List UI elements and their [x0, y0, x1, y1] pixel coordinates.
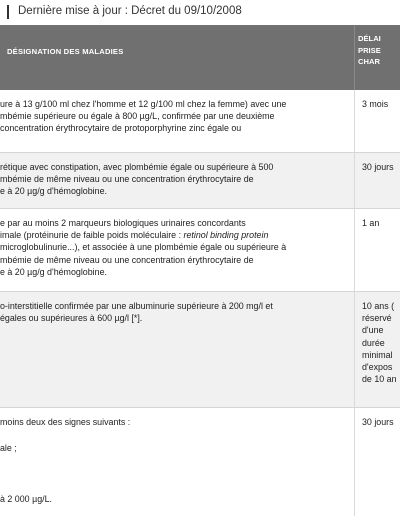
delay-line: 3 mois [362, 99, 389, 109]
delay-cell [362, 98, 388, 110]
delay-line: 30 jours [362, 162, 394, 172]
italic-term: retinol binding protein [183, 230, 269, 241]
description-line [0, 454, 351, 467]
delay-cell [362, 300, 397, 385]
description-line: ure à 13 g/100 ml chez l'homme et 12 g/100 ml chez la femme) avec une [0, 99, 287, 109]
disease-description [0, 416, 351, 506]
description-line: mbémie de même niveau ou une concentration érythrocytaire de [0, 174, 254, 185]
column-divider [354, 153, 355, 209]
table-row [0, 90, 400, 153]
column-header-delay-line: DÉLAI [358, 34, 381, 43]
description-line: à 2 000 µg/L. [0, 493, 52, 504]
description-line: moins deux des signes suivants : [0, 417, 131, 427]
table-row [0, 209, 400, 292]
description-line: égales ou supérieures à 600 µg/l [*]. [0, 313, 143, 324]
description-line: e par au moins 2 marqueurs biologiques urinaires concordants [0, 218, 246, 228]
column-divider [354, 292, 355, 408]
delay-line: réservé [362, 313, 392, 324]
last-update-text: Dernière mise à jour : Décret du 09/10/2008 [18, 5, 242, 17]
document-header [0, 0, 400, 25]
delay-line: 1 an [362, 218, 380, 228]
description-line: o-interstitielle confirmée par une albuminurie supérieure à 200 mg/l et [0, 301, 273, 311]
column-header-delay-line: PRISE [358, 45, 381, 55]
disease-description [0, 98, 351, 135]
description-line: rétique avec constipation, avec plombémie égale ou supérieure à 500 [0, 162, 274, 172]
column-header-delay [358, 33, 400, 68]
description-line: e à 20 µg/g d'hémoglobine. [0, 266, 107, 277]
delay-line: d'expos [362, 362, 393, 373]
description-line: e à 20 µg/g d'hémoglobine. [0, 186, 107, 197]
table-row [0, 153, 400, 209]
delay-line: minimal [362, 349, 393, 360]
description-line: microglobulinurie...), et associée à une plombémie égale ou supérieure à [0, 242, 287, 253]
column-header-delay-line: CHAR [358, 57, 380, 66]
disease-description [0, 161, 351, 198]
description-line: concentration érythrocytaire de protoporphyrine zinc égale ou [0, 123, 242, 134]
delay-line: d'une [362, 325, 384, 336]
description-line [0, 229, 351, 241]
column-divider [354, 209, 355, 292]
delay-cell [362, 161, 394, 173]
delay-cell [362, 217, 379, 229]
description-line: ale ; [0, 442, 17, 453]
disease-description [0, 300, 351, 324]
table-header [0, 25, 400, 90]
description-line [0, 467, 351, 480]
delay-cell [362, 416, 394, 428]
delay-line: 30 jours [362, 417, 394, 427]
delay-line: 10 ans ( [362, 301, 395, 311]
description-text: imale (protéinurie de faible poids moléculaire : [0, 230, 184, 241]
column-divider [354, 408, 355, 516]
description-line: mbémie de même niveau ou une concentration érythrocytaire de [0, 254, 254, 265]
description-line [0, 429, 351, 442]
delay-line: de 10 an [362, 374, 397, 385]
column-divider [354, 90, 355, 153]
table-row [0, 292, 400, 408]
header-column-divider [354, 25, 355, 90]
table-row [0, 408, 400, 516]
delay-line: durée [362, 337, 385, 348]
header-divider [7, 5, 9, 19]
disease-description [0, 217, 351, 278]
column-header-designation: DÉSIGNATION DES MALADIES [7, 47, 124, 56]
description-line [0, 480, 351, 493]
description-line: mbémie supérieure ou égale à 800 µg/L, confirmée par une deuxième [0, 111, 275, 122]
